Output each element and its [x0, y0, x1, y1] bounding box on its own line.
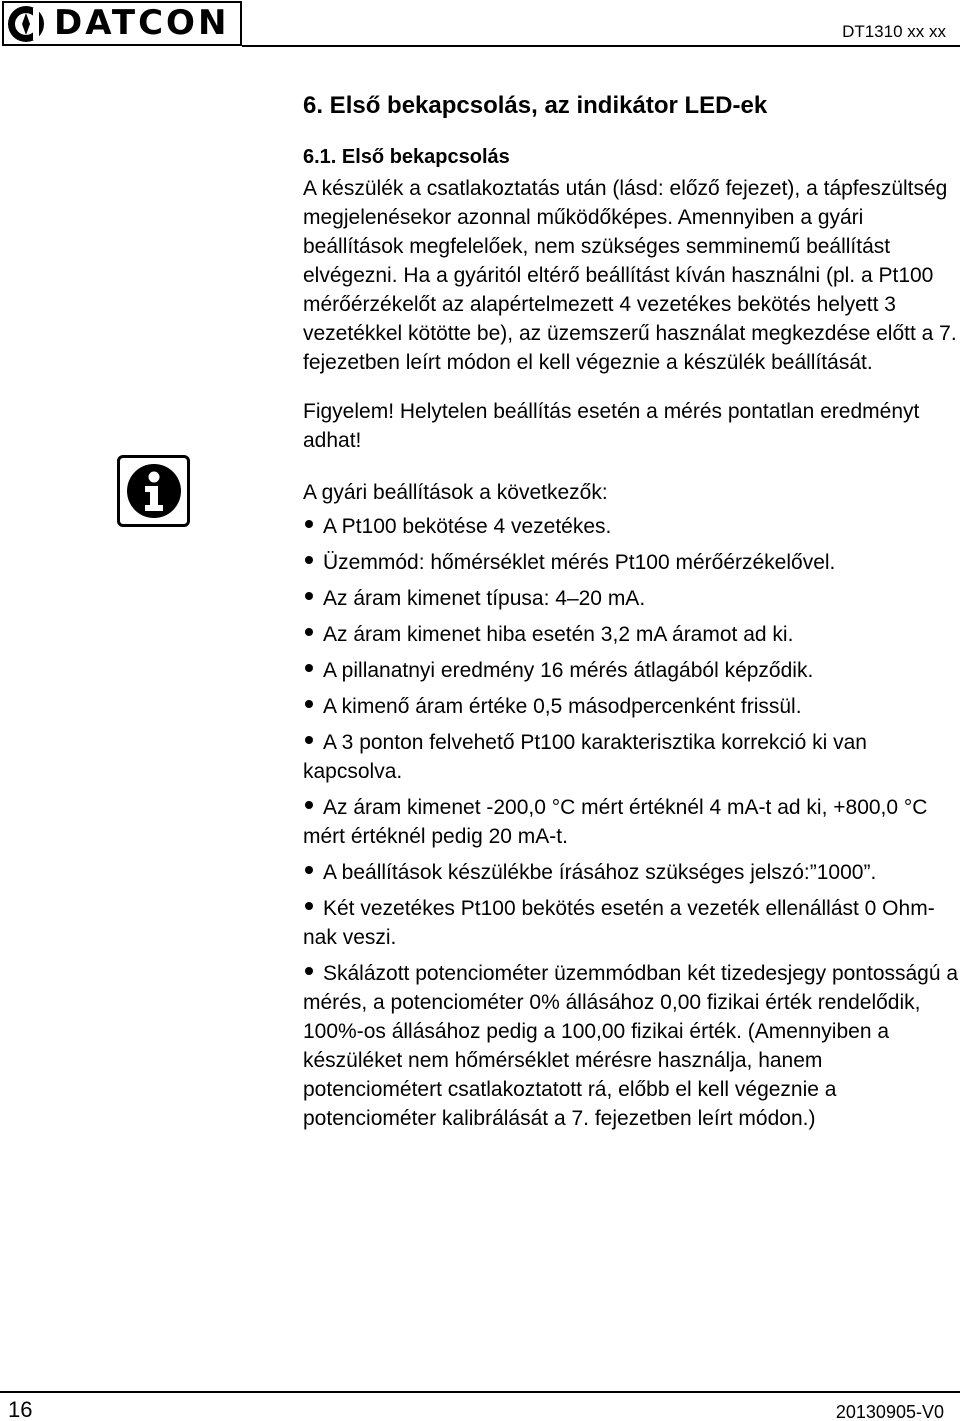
warning-text: Figyelem! Helytelen beállítás esetén a mérés pontatlan eredményt adhat! — [303, 400, 920, 452]
intro-paragraph: A készülék a csatlakoztatás után (lásd: előző fejezet), a tápfeszültség megjelenésekor azonnal működőképes. Amennyiben a gyári beállítások megfelelőek, nem szükséges semminemű beállítást elvégezni. Ha a gyáritól eltérő beállítást kíván használni (pl. a Pt100 mérőérzékelőt az alapértelmezett 4 vezetékes bekötés helyett 3 vezetékkel kötötte be), az üzemszerű használat megkezdése előtt a 7. fejezetben leírt módon el kell végeznie a készülék beállítását. — [303, 177, 957, 374]
footer-rule — [0, 1391, 960, 1393]
bullet-icon — [305, 520, 313, 528]
list-item: Üzemmód: hőmérséklet mérés Pt100 mérőérzékelővel. — [303, 548, 960, 577]
factory-settings-list — [303, 512, 960, 1133]
list-item: Skálázott potenciométer üzemmódban két tizedesjegy pontosságú a mérés, a potenciométer 0% állásához 0,00 fizikai érték rendelődik, 100%-os állásához pedig a 100,00 fizikai érték. (Amennyiben a készüléket nem hőmérséklet mérésre használja, hanem potenciométert csatlakoztatott rá, előbb el kell végeznie a potenciométer kalibrálását a 7. fejezetben leírt módon.) — [303, 962, 959, 1130]
document-code: DT1310 xx xx — [842, 22, 946, 41]
bullet-icon — [305, 736, 313, 744]
info-icon — [117, 455, 190, 527]
version-label: 20130905-V0 — [835, 1402, 944, 1421]
list-item: A Pt100 bekötése 4 vezetékes. — [303, 512, 960, 541]
page-number: 16 — [8, 1397, 33, 1421]
list-intro: A gyári beállítások a következők: — [303, 481, 608, 504]
list-item: Az áram kimenet típusa: 4–20 mA. — [303, 584, 960, 613]
list-item: Az áram kimenet -200,0 °C mért értéknél 4 mA-t ad ki, +800,0 °C mért értéknél pedig 20 mA-t. — [303, 796, 928, 848]
bullet-icon — [305, 866, 313, 874]
main-content — [303, 86, 960, 1140]
section-title: 6. Első bekapcsolás, az indikátor LED-ek — [303, 92, 768, 119]
bullet-icon — [305, 700, 313, 708]
bullet-icon — [305, 664, 313, 672]
list-item: A beállítások készülékbe írásához szükséges jelszó:”1000”. — [303, 858, 960, 887]
list-item: A pillanatnyi eredmény 16 mérés átlagából képződik. — [303, 656, 960, 685]
bullet-icon — [305, 556, 313, 564]
subsection-title: 6.1. Első bekapcsolás — [303, 146, 510, 168]
bullet-icon — [305, 902, 313, 910]
header-rule — [242, 45, 960, 47]
list-item: Két vezetékes Pt100 bekötés esetén a vezeték ellenállást 0 Ohm-nak veszi. — [303, 897, 935, 949]
bullet-icon — [305, 801, 313, 809]
datcon-logo-icon — [4, 3, 48, 44]
bullet-icon — [305, 967, 313, 975]
list-item: A kimenő áram értéke 0,5 másodpercenként frissül. — [303, 692, 960, 721]
brand-name: DATCON — [54, 3, 230, 43]
list-item: Az áram kimenet hiba esetén 3,2 mA áramot ad ki. — [303, 620, 960, 649]
bullet-icon — [305, 592, 313, 600]
page-header — [0, 0, 960, 48]
list-item: A 3 ponton felvehető Pt100 karakterisztika korrekció ki van kapcsolva. — [303, 731, 867, 783]
brand-logo — [2, 1, 242, 46]
bullet-icon — [305, 628, 313, 636]
